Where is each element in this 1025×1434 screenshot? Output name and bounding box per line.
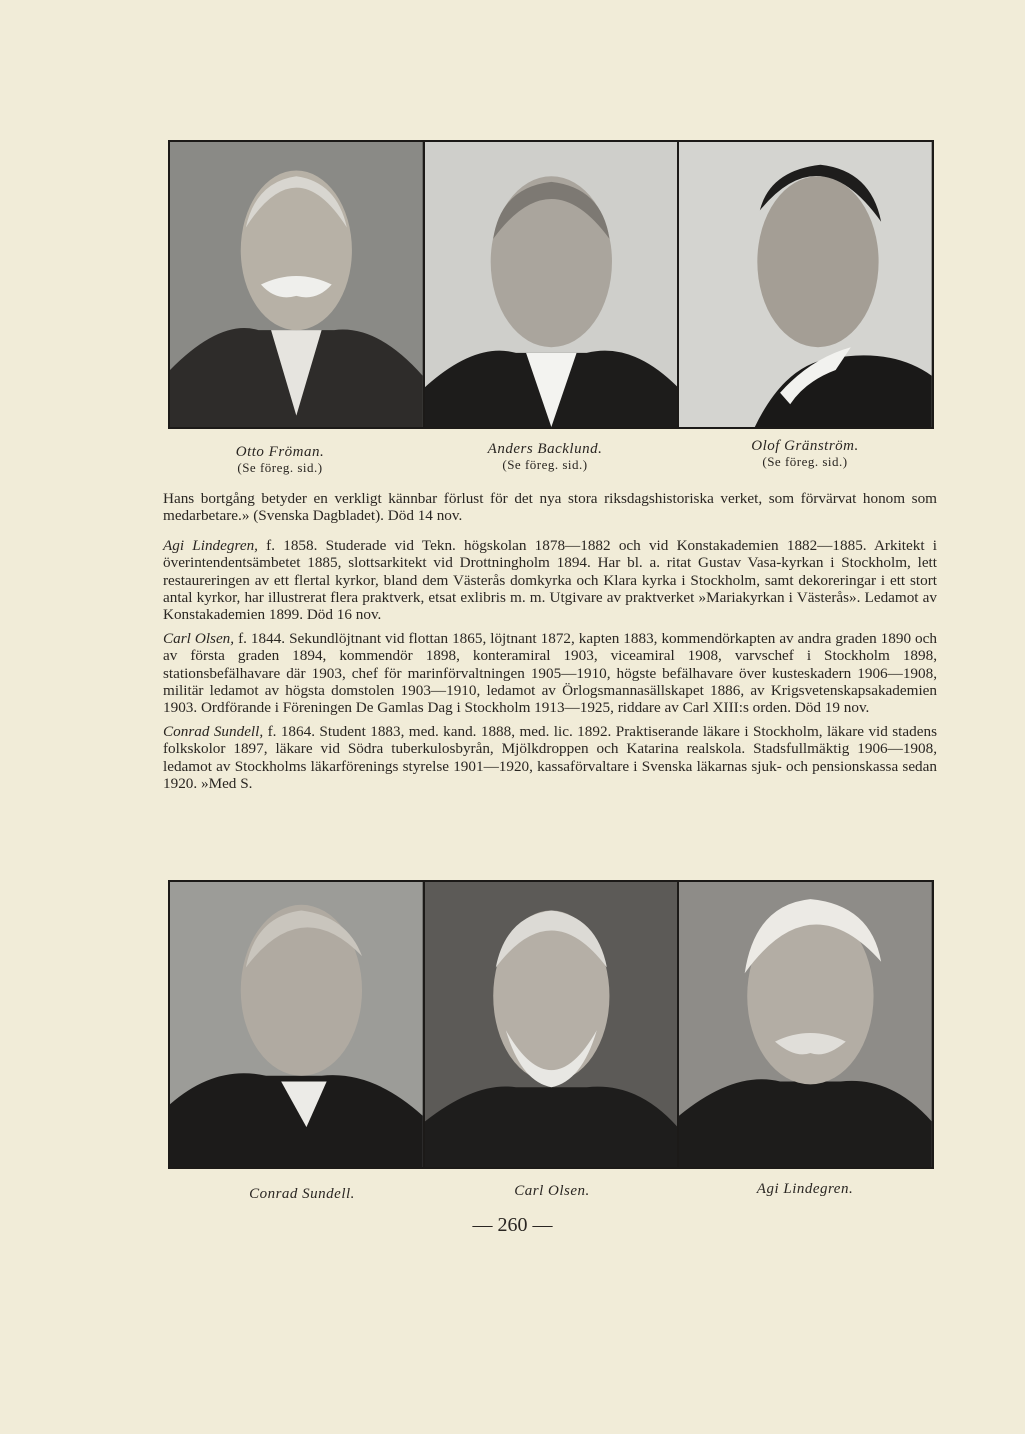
portrait-agi-lindegren <box>679 882 932 1167</box>
portrait-otto-froman <box>170 142 425 427</box>
paragraph-text: f. 1864. Student 1883, med. kand. 1888, med. lic. 1892. Praktiserande läkare i Stockholm, läkare vid stadens folkskolor 1897, läkare vid Södra tuberkulosbyrån, Mjölkdroppen och Katarina realskola. Stadsfullmäktig 1906—1908, ledamot av Stockholms läkarförenings styrelse 1901—1920, kassaförvaltare i Svenska läkarnas sjuk- och pensionskassa sedan 1920. »Med S. <box>163 722 937 793</box>
person-name: Conrad Sundell, <box>163 722 264 740</box>
caption-name: Otto Fröman. <box>235 444 325 460</box>
caption-olof-granstrom <box>730 438 880 470</box>
paragraph-conrad-sundell <box>163 723 937 793</box>
paragraph-text: f. 1844. Sekundlöjtnant vid flottan 1865, löjtnant 1872, kapten 1883, kommendörkapten av andra graden 1890 och av första graden 1894, kommendör 1898, konteramiral 1903, viceamiral 1908, varvschef i Stockholm 1898, stationsbefälhavare där 1903, chef för marinförvaltningen 1905—1910, högste befälhavare över kusteskadern 1906—1908, militär ledamot av högsta domstolen 1903—1910, ledamot av Örlogsmannasällskapet 1886, av Krigsvetenskapsakademien 1903. Ordförande i Föreningen De Gamlas Dag i Stockholm 1913—1925, riddare av Carl XIII:s orden. Död 19 nov. <box>163 629 937 717</box>
caption-agi-lindegren <box>730 1181 880 1197</box>
caption-conrad-sundell <box>222 1186 382 1202</box>
caption-anders-backlund <box>470 441 620 473</box>
paragraph-agi-lindegren <box>163 537 937 624</box>
caption-carl-olsen <box>482 1183 622 1199</box>
bottom-photo-strip <box>168 880 934 1169</box>
caption-name: Conrad Sundell. <box>249 1186 355 1202</box>
caption-name: Anders Backlund. <box>487 441 603 457</box>
caption-name: Agi Lindegren. <box>756 1181 854 1197</box>
caption-reference: (Se föreg. sid.) <box>502 457 588 472</box>
top-photo-strip <box>168 140 934 429</box>
caption-name: Olof Gränström. <box>751 438 859 454</box>
portrait-olof-granstrom <box>679 142 932 427</box>
person-name: Carl Olsen, <box>163 629 235 647</box>
paragraph-text: f. 1858. Studerade vid Tekn. högskolan 1878—1882 och vid Konstakademien 1882—1885. Arkitekt i överintendentsämbetet 1885, slottsarkitekt vid Drottningholm 1894. Har bl. a. ritat Gustav Vasa-kyrkan i Stockholm, lett restaureringen av ett flertal kyrkor, bland dem Västerås domkyrka och Klara kyrka i Stockholm, samt dekoreringar i ett stort antal kyrkor, har illustrerat flera praktverk, etsat exlibris m. m. Utgivare av praktverket »Mariakyrkan i Västerås». Ledamot av Konstakademien 1899. Död 16 nov. <box>163 536 937 624</box>
caption-name: Carl Olsen. <box>514 1183 590 1199</box>
page-number: — 260 — <box>472 1214 553 1236</box>
caption-reference: (Se föreg. sid.) <box>237 460 323 475</box>
person-name: Agi Lindegren, <box>163 536 258 554</box>
paragraph-obituary-end: Hans bortgång betyder en verkligt kännbar förlust för det nya stora riksdagshistoriska verket, som förvärvat honom som medarbetare.» (Svenska Dagbladet). Död 14 nov. <box>163 490 937 525</box>
portrait-anders-backlund <box>425 142 680 427</box>
portrait-carl-olsen <box>425 882 680 1167</box>
portrait-conrad-sundell <box>170 882 425 1167</box>
paragraph-carl-olsen <box>163 630 937 717</box>
caption-reference: (Se föreg. sid.) <box>762 454 848 469</box>
body-text <box>163 490 937 799</box>
caption-otto-froman <box>210 444 350 476</box>
